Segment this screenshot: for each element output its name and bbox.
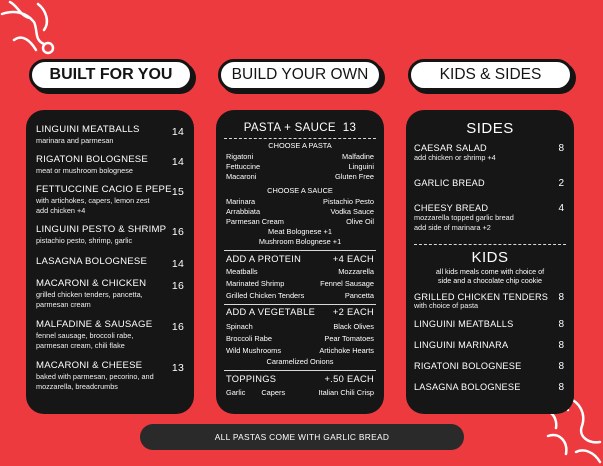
kids-item: [414, 319, 564, 329]
vegetable-heading: [226, 307, 374, 317]
item-name: LINGUINI MARINARA: [414, 340, 509, 350]
item-name: LASAGNA BOLOGNESE: [36, 256, 148, 267]
pasta-option: Rigatoni: [226, 152, 254, 161]
menu-item: [36, 360, 184, 391]
item-price: 14: [171, 258, 184, 270]
vegetable-option: Broccoli Rabe: [226, 334, 273, 343]
protein-option: Pancetta: [344, 291, 374, 300]
sauce-extra: Mushroom Bolognese +1: [258, 237, 342, 246]
item-desc: add chicken +4: [36, 205, 86, 215]
protein-option: Meatballs: [226, 267, 258, 276]
topping-option: Capers: [261, 388, 286, 397]
menu-item: [36, 124, 184, 146]
item-price: 8: [558, 382, 564, 393]
pasta-option: Macaroni: [226, 172, 257, 181]
item-desc: grilled chicken tenders, pancetta,: [36, 290, 143, 299]
side-item: [414, 178, 564, 188]
divider: [414, 244, 566, 245]
vegetable-option: Artichoke Hearts: [319, 346, 374, 355]
sauce-row: [226, 217, 374, 226]
pasta-sauce-label: PASTA + SAUCE: [243, 122, 336, 134]
divider: [224, 304, 376, 305]
item-price: 13: [171, 362, 184, 374]
item-desc: pistachio pesto, shrimp, garlic: [36, 236, 133, 245]
item-name: MACARONI & CHICKEN: [36, 278, 147, 289]
item-price: 16: [171, 321, 184, 333]
item-name: FETTUCCINE CACIO E PEPE: [36, 184, 172, 195]
item-price: 2: [558, 178, 564, 189]
menu-item: [36, 184, 184, 215]
kids-note: all kids meals come with choice of: [435, 267, 545, 276]
sauce-option: Vodka Sauce: [330, 207, 374, 216]
pasta-row: [226, 152, 374, 161]
vegetable-option: Wild Mushrooms: [226, 346, 282, 355]
protein-row: [226, 267, 374, 276]
item-desc: with choice of pasta: [414, 301, 479, 310]
built-for-you-card: [26, 110, 194, 414]
build-your-own-card: [216, 110, 384, 414]
pasta-option: Fettuccine: [226, 162, 261, 171]
item-price: 16: [171, 280, 184, 292]
item-desc: parmesan cream, chili flake: [36, 340, 125, 350]
item-desc: marinara and parmesan: [36, 136, 114, 145]
protein-option: Fennel Sausage: [320, 279, 374, 288]
pasta-sauce-title: [216, 122, 384, 134]
header-built-for-you: BUILT FOR YOU: [29, 59, 193, 91]
pasta-option: Malfadine: [341, 152, 374, 161]
vegetable-row: [226, 322, 374, 331]
item-desc: mozzarella topped garlic bread: [414, 213, 514, 222]
sauce-option: Marinara: [226, 197, 256, 206]
item-desc: meat or mushroom bolognese: [36, 166, 133, 175]
protein-heading: [226, 254, 374, 264]
item-desc: baked with parmesan, pecorino, and: [36, 372, 154, 381]
protein-row: [226, 279, 374, 288]
choose-sauce-heading: CHOOSE A SAUCE: [267, 186, 333, 195]
menu-item: [36, 319, 184, 350]
item-name: CAESAR SALAD: [414, 143, 487, 153]
item-price: 15: [171, 186, 184, 198]
item-price: 8: [558, 143, 564, 154]
item-name: RIGATONI BOLOGNESE: [414, 361, 522, 371]
item-name: GARLIC BREAD: [414, 178, 485, 188]
vegetable-price: +2 EACH: [332, 307, 374, 317]
item-desc: add chicken or shrimp +4: [414, 153, 496, 162]
kids-item: [414, 361, 564, 371]
pasta-row: [226, 172, 374, 181]
vegetable-row: [226, 334, 374, 343]
menu-item: [36, 154, 184, 176]
item-price: 14: [171, 156, 184, 168]
item-name: GRILLED CHICKEN TENDERS: [414, 292, 549, 302]
vegetable-option: Spinach: [226, 322, 253, 331]
divider: [224, 250, 376, 251]
pasta-sauce-price: 13: [342, 122, 357, 134]
item-price: 8: [558, 319, 564, 330]
sauce-option: Pistachio Pesto: [323, 197, 374, 206]
menu-item: [36, 224, 184, 246]
item-name: LASAGNA BOLOGNESE: [414, 382, 521, 392]
divider: [224, 370, 376, 371]
toppings-title: TOPPINGS: [226, 374, 277, 384]
item-desc: add side of marinara +2: [414, 222, 491, 232]
menu-item: [36, 278, 184, 309]
header-kids-and-sides: KIDS & SIDES: [408, 59, 573, 91]
item-price: 4: [558, 203, 564, 214]
item-name: MALFADINE & SAUSAGE: [36, 319, 153, 330]
protein-price: +4 EACH: [332, 254, 374, 264]
choose-pasta-heading: CHOOSE A PASTA: [268, 141, 332, 150]
item-price: 8: [558, 292, 564, 303]
kids-item: [414, 292, 564, 309]
kids-and-sides-card: [406, 110, 574, 414]
topping-option: Garlic: [226, 388, 246, 397]
toppings-price: +.50 EACH: [324, 374, 374, 384]
menu-item: [36, 256, 184, 270]
vegetable-title: ADD A VEGETABLE: [226, 307, 316, 317]
item-desc: parmesan cream: [36, 299, 91, 309]
sauce-row: [226, 197, 374, 206]
side-item: [414, 143, 564, 163]
item-name: CHEESY BREAD: [414, 203, 489, 213]
pasta-row: [226, 162, 374, 171]
vegetable-option: Black Olives: [333, 322, 374, 331]
kids-title: KIDS: [471, 249, 509, 266]
item-desc: mozzarella, breadcrumbs: [36, 381, 118, 391]
vegetable-row: [226, 346, 374, 355]
sides-title: SIDES: [466, 120, 514, 137]
topping-option: Italian Chili Crisp: [318, 388, 374, 397]
sauce-row: [226, 207, 374, 216]
kids-item: [414, 340, 564, 350]
item-name: LINGUINI PESTO & SHRIMP: [36, 224, 167, 235]
sauce-extra: Meat Bolognese +1: [268, 227, 332, 236]
item-price: 8: [558, 361, 564, 372]
item-name: MACARONI & CHEESE: [36, 360, 143, 371]
item-name: LINGUINI MEATBALLS: [414, 319, 514, 329]
protein-row: [226, 291, 374, 300]
item-name: RIGATONI BOLOGNESE: [36, 154, 148, 165]
protein-option: Mozzarella: [338, 267, 374, 276]
pasta-option: Gluten Free: [334, 172, 374, 181]
kids-note: side and a chocolate chip cookie: [438, 276, 542, 285]
item-price: 14: [171, 126, 184, 138]
divider: [224, 138, 376, 139]
vegetable-option: Pear Tomatoes: [324, 334, 374, 343]
item-name: LINGUINI MEATBALLS: [36, 124, 140, 135]
protein-option: Marinated Shrimp: [226, 279, 285, 288]
pasta-option: Linguini: [348, 162, 374, 171]
header-build-your-own: BUILD YOUR OWN: [218, 59, 382, 91]
toppings-row: [226, 388, 374, 397]
sauce-option: Parmesan Cream: [226, 217, 284, 226]
item-price: 8: [558, 340, 564, 351]
protein-title: ADD A PROTEIN: [226, 254, 302, 264]
kids-item: [414, 382, 564, 392]
protein-option: Grilled Chicken Tenders: [226, 291, 305, 300]
sauce-option: Arrabbiata: [226, 207, 261, 216]
item-desc: with artichokes, capers, lemon zest: [36, 196, 150, 205]
vegetable-extra: Caramelized Onions: [266, 357, 334, 366]
toppings-heading: [226, 374, 374, 384]
item-price: 16: [171, 226, 184, 238]
item-desc: fennel sausage, broccoli rabe,: [36, 331, 134, 340]
side-item: [414, 203, 564, 232]
footer-banner: ALL PASTAS COME WITH GARLIC BREAD: [140, 424, 464, 450]
sauce-option: Olive Oil: [346, 217, 374, 226]
